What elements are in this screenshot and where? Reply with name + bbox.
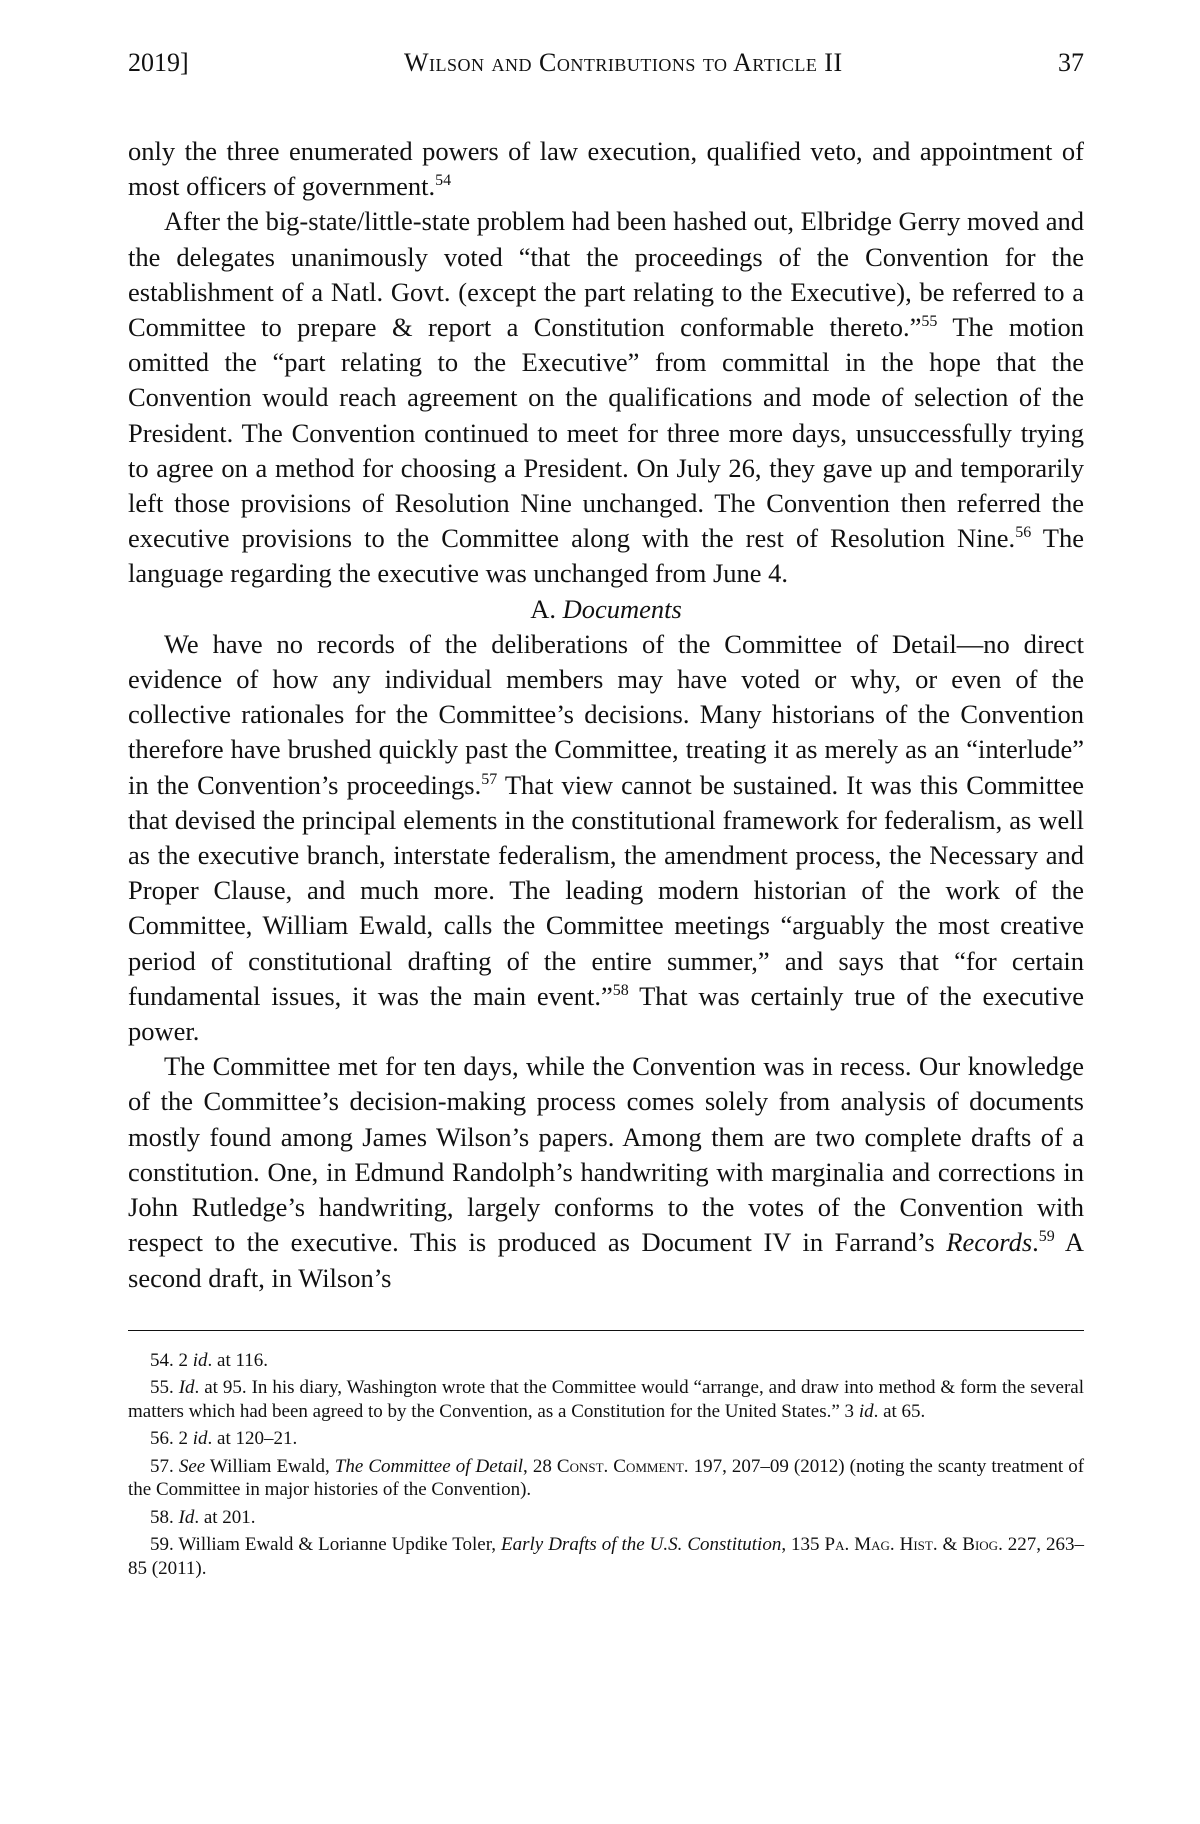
paragraph-4 bbox=[128, 1049, 1084, 1295]
footnote-57 bbox=[128, 1455, 1084, 1502]
footnote-number: 59. bbox=[150, 1534, 174, 1556]
footnote-text: William Ewald, bbox=[205, 1455, 335, 1477]
page-number: 37 bbox=[1057, 48, 1084, 77]
page bbox=[128, 48, 1084, 1584]
body-text bbox=[128, 134, 1084, 1296]
footnote-journal: Const. Comment. bbox=[556, 1455, 689, 1477]
footnote-id: id bbox=[192, 1349, 208, 1371]
footnote-number: 54. bbox=[150, 1349, 174, 1371]
footnote-text: . at 65. bbox=[873, 1400, 926, 1422]
footnote-text: 2 bbox=[173, 1428, 193, 1450]
footnote-id: id bbox=[192, 1428, 208, 1450]
footnote-ref-54[interactable]: 54 bbox=[435, 172, 452, 190]
p4-text-c: A second draft, in Wilson’s bbox=[128, 1227, 1084, 1293]
footnote-55 bbox=[128, 1376, 1084, 1423]
footnote-ref-55[interactable]: 55 bbox=[921, 313, 938, 331]
footnote-59 bbox=[128, 1533, 1084, 1580]
paragraph-1 bbox=[128, 134, 1084, 204]
footnote-number: 57. bbox=[150, 1455, 174, 1477]
footnote-ref-57[interactable]: 57 bbox=[481, 770, 498, 788]
footnote-number: 58. bbox=[150, 1506, 174, 1528]
footnote-id: id bbox=[858, 1400, 874, 1422]
footnotes bbox=[128, 1349, 1084, 1581]
p4-text-a: The Committee met for ten days, while the Convention was in recess. Our knowledge of the Committee’s decision-making process comes solely from analysis of documents mostly found among James Wilson’s papers. Among them are two complete drafts of a constitution. One, in Edmund Randolph’s handwriting with marginalia and corrections in John Rutledge’s handwriting, largely conforms to the votes of the Convention with respect to the executive. This is produced as Document IV in Farrand’s bbox=[128, 1051, 1084, 1258]
footnote-text: William Ewald & Lorianne Updike Toler, bbox=[173, 1534, 502, 1556]
p4-text-b: . bbox=[1032, 1227, 1039, 1258]
p2-text-a: After the big-state/little-state problem had been hashed out, Elbridge Gerry moved and the delegates unanimously voted “that the proceedings of the Convention for the establishment of a Natl. Govt. (except the part relating to the Executive), be referred to a Committee to prepare & report a Constitution conformable thereto.” bbox=[128, 206, 1084, 343]
p2-text-c: The language regarding the executive was unchanged from June 4. bbox=[128, 523, 1084, 589]
section-number: A. bbox=[530, 593, 556, 624]
footnote-54 bbox=[128, 1349, 1084, 1373]
footnote-id: Id bbox=[178, 1506, 195, 1528]
footnote-text: . at 120–21. bbox=[207, 1428, 298, 1450]
footnote-number: 56. bbox=[150, 1428, 174, 1450]
footnote-ref-59[interactable]: 59 bbox=[1038, 1228, 1055, 1246]
footnote-number: 55. bbox=[150, 1377, 174, 1399]
section-heading bbox=[128, 592, 1084, 627]
footnote-article-title: Early Drafts of the U.S. Constitution bbox=[501, 1534, 782, 1556]
p3-text-b: That view cannot be sustained. It was this Committee that devised the principal elements in the constitutional framework for federalism, as well as the executive branch, interstate federalism, the amendment process, the Necessary and Proper Clause, and much more. The leading modern historian of the work of the Committee, William Ewald, calls the Committee meetings “arguably the most creative period of constitutional drafting of the entire summer,” and says that “for certain fundamental issues, it was the main event.” bbox=[128, 769, 1084, 1011]
footnote-text: . at 95. In his diary, Washington wrote that the Committee would “arrange, and draw into method & form the several matters which had been agreed to by the Convention, as a Constitution for the United States.” 3 bbox=[128, 1377, 1084, 1422]
footnote-divider bbox=[128, 1330, 1084, 1331]
footnote-56 bbox=[128, 1427, 1084, 1451]
p1-text: only the three enumerated powers of law execution, qualified veto, and appointment of most officers of government. bbox=[128, 136, 1084, 202]
footnote-58 bbox=[128, 1506, 1084, 1530]
p3-text-c: That was certainly true of the executive power. bbox=[128, 980, 1084, 1047]
p3-text-a: We have no records of the deliberations of the Committee of Detail—no direct evidence of how any individual members may have voted or why, or even of the collective rationales for the Committee’s decisions. Many historians of the Convention therefore have brushed quickly past the Committee, treating it as merely as an “interlude” in the Convention’s proceedings. bbox=[128, 628, 1084, 800]
footnote-text: . at 116. bbox=[207, 1349, 269, 1371]
footnote-journal: Pa. Mag. Hist. & Biog. bbox=[824, 1534, 1003, 1556]
footnote-ref-58[interactable]: 58 bbox=[612, 981, 629, 999]
p2-text-b: The motion omitted the “part relating to the Executive” from committal in the hope that the Convention would reach agreement on the qualifications and mode of selection of the President. The Convention continued to meet for three more days, unsuccessfully trying to agree on a method for choosing a President. On July 26, they gave up and temporarily left those provisions of Resolution Nine unchanged. The Convention then referred the executive provisions to the Committee along with the rest of Resolution Nine. bbox=[128, 312, 1084, 554]
footnote-text: 227, 263–85 (2011). bbox=[128, 1534, 1085, 1579]
footnote-text: , 28 bbox=[523, 1455, 557, 1477]
footnote-text: 197, 207–09 (2012) (noting the scanty treatment of the Committee in major histories of the Convention). bbox=[128, 1455, 1085, 1501]
footnote-article-title: The Committee of Detail bbox=[334, 1455, 524, 1477]
footnote-text: , 135 bbox=[781, 1534, 825, 1556]
paragraph-2 bbox=[128, 204, 1084, 591]
footnote-text: . at 201. bbox=[194, 1506, 256, 1528]
footnote-signal: See bbox=[178, 1455, 206, 1477]
header-title: Wilson and Contributions to Article II bbox=[404, 48, 843, 77]
footnote-text: 2 bbox=[173, 1349, 193, 1371]
paragraph-3 bbox=[128, 627, 1084, 1049]
footnote-ref-56[interactable]: 56 bbox=[1015, 524, 1032, 542]
footnote-id: Id bbox=[178, 1377, 195, 1399]
section-title: Documents bbox=[562, 593, 682, 624]
header-year: 2019] bbox=[128, 48, 189, 77]
running-header bbox=[128, 48, 1084, 88]
p4-records-italic: Records bbox=[946, 1227, 1033, 1258]
